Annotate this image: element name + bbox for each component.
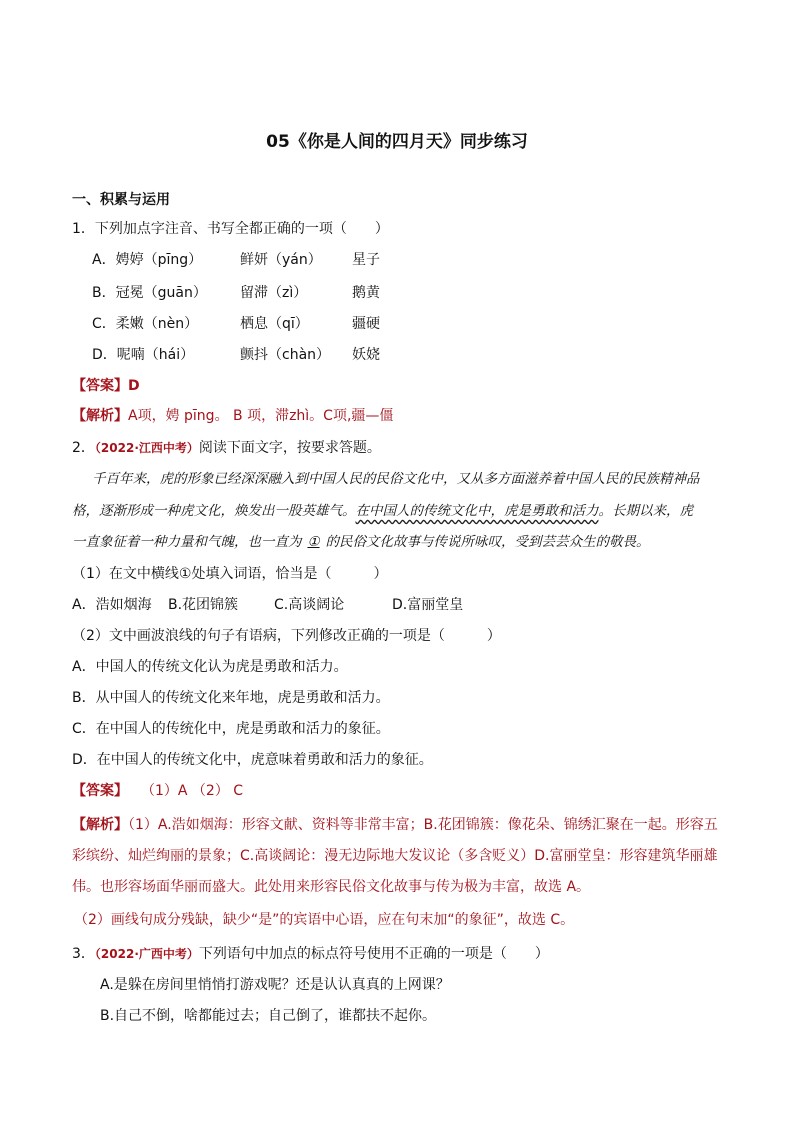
blank-1: ① [307, 534, 320, 550]
analysis-label: 【解析】 [72, 408, 128, 424]
section-heading: 一、积累与运用 [72, 192, 170, 208]
q1-option-b-3: 鹅黄 [352, 285, 380, 301]
q2-analysis-line-2: 彩缤纷、灿烂绚丽的景象；C.高谈阔论：漫无边际地大发议论（多含贬义）D.富丽堂皇：形容建筑华丽雄 [72, 848, 718, 864]
q1-answer [72, 376, 140, 396]
q1-option-c-3: 疆硬 [352, 316, 380, 332]
q2-sub1-option-d: D.富丽堂皇 [392, 597, 464, 613]
question-text: 下列语句中加点的标点符号使用不正确的一项是（ ） [198, 946, 549, 962]
q1-option-a-1: A．娉婷（pīng） [92, 252, 203, 268]
passage-text: 一直象征着一种力量和气魄，也一直为 [72, 534, 302, 550]
q2-sub2-option-c: C．在中国人的传统化中，虎是勇敢和活力的象征。 [72, 721, 390, 737]
q2-sub2-option-b: B．从中国人的传统文化来年地，虎是勇敢和活力。 [72, 690, 390, 706]
analysis-text: A项，娉 pīng。 B 项，滞zhì。C项,疆—僵 [128, 408, 394, 424]
wavy-underlined-sentence: 在中国人的传统文化中，虎是勇敢和活力 [355, 503, 599, 519]
q3-option-b: B.自己不倒，啥都能过去；自己倒了，谁都扶不起你。 [100, 1008, 437, 1024]
answer-label: 【答案】 [72, 783, 128, 799]
q1-option-a-2: 鲜妍（yán） [240, 252, 322, 268]
q2-analysis-line-1 [72, 815, 718, 835]
q2-sub2-stem: （2）文中画波浪线的句子有语病，下列修改正确的一项是（ ） [72, 628, 501, 644]
q3-option-a: A.是躲在房间里悄悄打游戏呢？还是认认真真的上网课？ [100, 977, 450, 993]
passage-text: 格，逐渐形成一种虎文化，焕发出一股英雄气。 [72, 503, 356, 519]
q1-option-a-3: 星子 [352, 252, 380, 268]
analysis-label: 【解析】 [72, 817, 128, 833]
q2-sub1-option-c: C.高谈阔论 [274, 597, 345, 613]
question-number: 3． [72, 946, 95, 962]
question-text: 阅读下面文字，按要求答题。 [198, 440, 381, 456]
q2-analysis-line-3: 伟。也形容场面华丽而盛大。此处用来形容民俗文化故事与传为极为丰富，故选 A。 [72, 879, 591, 895]
q1-option-b-1: B．冠冕（guān） [92, 285, 207, 301]
q2-sub1-stem: （1）在文中横线①处填入词语，恰当是（ ） [72, 566, 388, 582]
analysis-text: （1）A.浩如烟海：形容文献、资料等非常丰富；B.花团锦簇：像花朵、锦绣汇聚在一起。形容五 [128, 817, 718, 833]
q2-sub1-option-a: A．浩如烟海 [72, 597, 152, 613]
question-source: （2022·广西中考） [94, 947, 199, 961]
question-1-stem: 1．下列加点字注音、书写全都正确的一项（ ） [72, 221, 389, 237]
passage-line-3 [72, 532, 650, 552]
question-number: 2． [72, 440, 95, 456]
q1-analysis [72, 406, 393, 426]
answer-value: D [128, 378, 140, 394]
question-3-stem [72, 944, 549, 964]
q2-sub1-option-b: B.花团锦簇 [168, 597, 239, 613]
question-source: （2022·江西中考） [94, 441, 199, 455]
answer-value: （1）A （2） C [148, 783, 244, 799]
q1-option-d-3: 妖娆 [352, 347, 380, 363]
q1-option-d-2: 颤抖（chàn） [240, 347, 331, 363]
q2-sub2-option-a: A．中国人的传统文化认为虎是勇敢和活力。 [72, 659, 348, 675]
question-2-stem [72, 438, 381, 458]
q2-analysis-line-4: （2）画线句成分残缺，缺少“是”的宾语中心语，应在句末加“的象征”，故选 C。 [74, 912, 575, 928]
q1-option-c-1: C．柔嫩（nèn） [92, 316, 199, 332]
q1-option-d-1: D．呢喃（hái） [92, 347, 195, 363]
passage-line-1: 千百年来，虎的形象已经深深融入到中国人民的民俗文化中，又从多方面滋养着中国人民的民族精神品 [92, 471, 700, 487]
q2-sub2-option-d: D．在中国人的传统文化中，虎意味着勇敢和活力的象征。 [72, 752, 433, 768]
passage-line-2 [72, 501, 693, 521]
q1-option-c-2: 栖息（qī） [240, 316, 309, 332]
q2-answer [72, 781, 243, 801]
passage-text: 的民俗文化故事与传说所咏叹，受到芸芸众生的敬畏。 [325, 534, 650, 550]
passage-text: 。长期以来，虎 [598, 503, 693, 519]
q1-option-b-2: 留滞（zì） [240, 285, 308, 301]
page-title: 05《你是人间的四月天》同步练习 [266, 132, 528, 152]
answer-label: 【答案】 [72, 378, 128, 394]
